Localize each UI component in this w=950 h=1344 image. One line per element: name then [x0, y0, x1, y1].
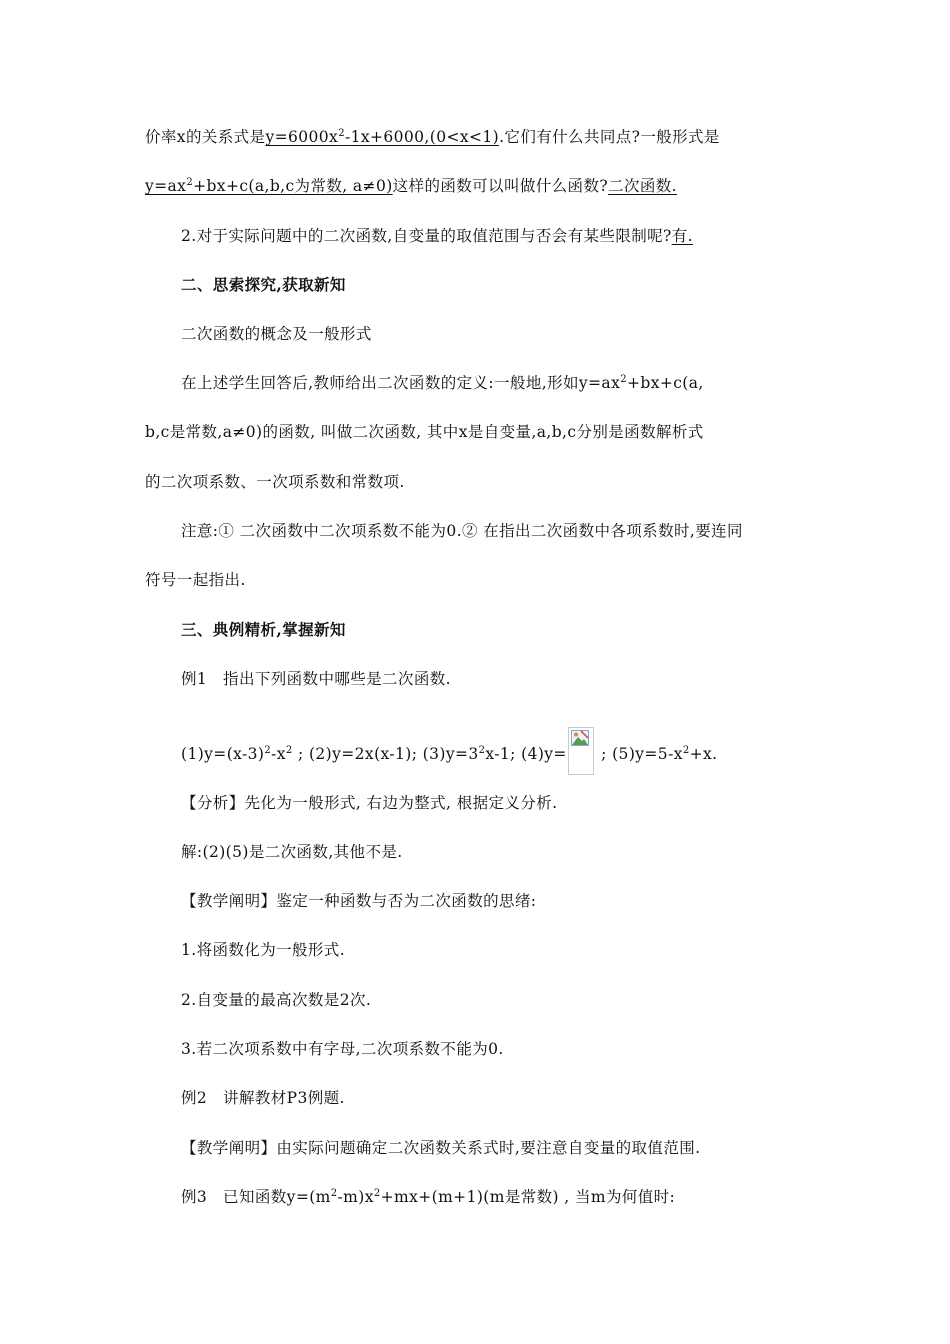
- definition-line-1: 在上述学生回答后,教师给出二次函数的定义:一般地,形如$y=ax^2+bx+c(a$,: [181, 374, 704, 392]
- list-item: 3.若二次项系数中有字母,二次项系数不能为0.: [181, 1040, 504, 1058]
- note-line-1: 注意:① 二次函数中二次项系数不能为0.② 在指出二次函数中各项系数时,要连同: [181, 522, 743, 540]
- teaching-note-1: 【教学阐明】鉴定一种函数与否为二次函数的思绪:: [181, 892, 537, 910]
- solution-text: 解:(2)(5)是二次函数,其他不是.: [181, 843, 403, 861]
- definition-line-2: b,c是常数,a≠0)的函数, 叫做二次函数, 其中x是自变量,a,b,c分别是函数解析式: [145, 423, 704, 441]
- list-item: 2.自变量的最高次数是2次.: [181, 991, 372, 1009]
- definition-line-3: 的二次项系数、一次项系数和常数项.: [145, 473, 405, 491]
- underlined-formula: $y=6000x^2-1x+6000,(0<x<1)$: [265, 128, 500, 146]
- underlined-answer-yes: 有.: [671, 227, 693, 245]
- paragraph-general-form: $y=ax^2+bx+c(a,b,c$为常数, a≠0)这样的函数可以叫做什么函数?二次函数.: [145, 177, 678, 195]
- teaching-note-2: 【教学阐明】由实际问题确定二次函数关系式时,要注意自变量的取值范围.: [181, 1139, 701, 1157]
- example-1-functions: $(1)y=(x-3)^2-x^2$ ; (2)y=2x(x-1); $(3)y=3^2x-1$; (4)y= ; $(5)y=5-x^2+x$.: [181, 731, 717, 779]
- paragraph-question-2: 2.对于实际问题中的二次函数,自变量的取值范围与否会有某些限制呢?有.: [181, 227, 693, 245]
- paragraph-relation-formula: 价率x的关系式是$y=6000x^2-1x+6000,(0<x<1)$.它们有什么共同点?一般形式是: [145, 128, 720, 146]
- analysis-text: 【分析】先化为一般形式, 右边为整式, 根据定义分析.: [181, 794, 558, 812]
- subheading-concept: 二次函数的概念及一般形式: [181, 325, 372, 343]
- example-3-title: 例3 已知函数$y=(m^2-m)x^2+mx+(m+1)(m$是常数) , 当m为何值时:: [181, 1188, 676, 1206]
- section-heading-3: 三、典例精析,掌握新知: [181, 620, 346, 639]
- example-2-title: 例2 讲解教材P3例题.: [181, 1089, 345, 1107]
- list-item: 1.将函数化为一般形式.: [181, 941, 346, 959]
- underlined-answer: 二次函数.: [608, 177, 678, 195]
- example-1-title: 例1 指出下列函数中哪些是二次函数.: [181, 670, 451, 688]
- broken-image-icon: [568, 727, 594, 775]
- underlined-general-form: $y=ax^2+bx+c(a,b,c$为常数, a≠0): [145, 177, 393, 195]
- section-heading-2: 二、思索探究,获取新知: [181, 275, 346, 294]
- note-line-2: 符号一起指出.: [145, 571, 246, 589]
